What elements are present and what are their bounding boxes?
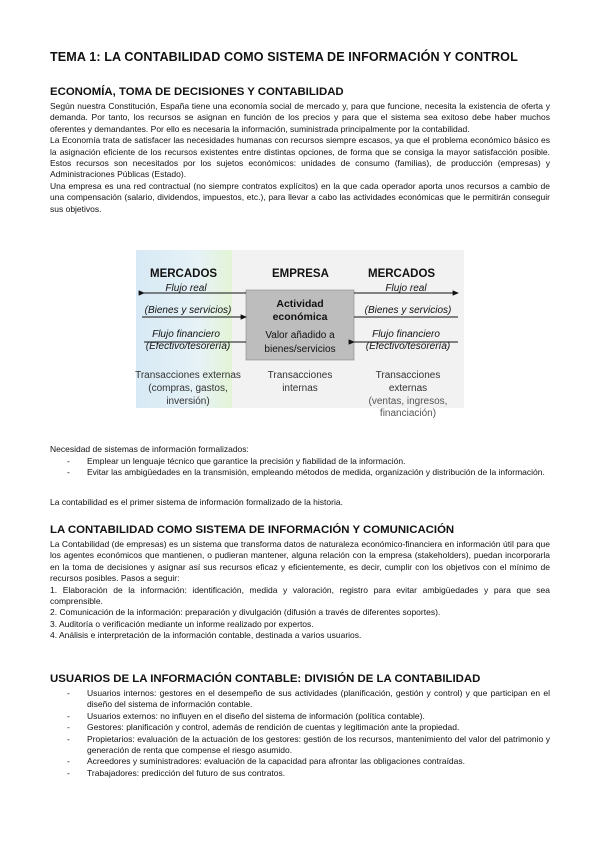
right-flow-real-sub: (Bienes y servicios) <box>364 305 452 316</box>
left-flow-fin-sub: (Efectivo/tesorería) <box>145 341 231 352</box>
list-item: - Trabajadores: predicción del futuro de sus contratos. <box>50 768 550 779</box>
company-flow-diagram <box>135 250 464 419</box>
activity-line4: bienes/servicios <box>264 344 336 355</box>
left-bottom-2: (compras, gastos, <box>148 383 228 394</box>
left-flow-real-sub: (Bienes y servicios) <box>144 305 232 316</box>
center-bottom-1: Transacciones <box>267 370 333 381</box>
list-item: - Evitar las ambigüedades en la transmisión, empleando métodos de medida, organización y distribución de la información. <box>50 467 550 478</box>
paragraph: Una empresa es una red contractual (no siempre contratos explícitos) en la que cada operador aporta unos recursos a cambio de una compensación (salario, dividendos, impuestos, etc.), para llevar a cabo las actividades económicas que le permitirán conseguir sus objetivos. <box>50 180 550 214</box>
paragraph: La Economía trata de satisfacer las necesidades humanas con recursos siempre escasos, ya que el problema económico básico es la asignación eficiente de los recursos existentes entre distintas opciones, de forma que se consiga la mayor satisfacción posible. Estos recursos son necesitados por los sujetos económicos: unidades de consumo (familias), de producción (empresas) y Administraciones Públicas (Estado). <box>50 135 550 180</box>
users-list <box>50 688 550 779</box>
activity-line1: Actividad <box>276 298 324 310</box>
activity-line2: económica <box>272 311 328 323</box>
list-item: 2. Comunicación de la información: preparación y divulgación (difusión a través de diferentes soportes). <box>50 607 441 618</box>
list-item: 3. Auditoría o verificación mediante un informe realizado por expertos. <box>50 618 314 629</box>
right-flow-fin-sub: (Efectivo/tesorería) <box>365 341 451 352</box>
section-comunicacion-body <box>50 539 550 642</box>
list-item: - Acreedores y suministradores: evaluación de la capacidad para afrontar las obligaciones contraídas. <box>50 756 550 767</box>
right-bottom-2: externas <box>388 383 428 394</box>
right-bottom-4: financiación) <box>379 408 437 419</box>
center-header: EMPRESA <box>272 268 329 280</box>
formal-systems-closing: La contabilidad es el primer sistema de información formalizado de la historia. <box>50 497 343 507</box>
right-flow-fin: Flujo financiero <box>372 329 440 340</box>
section-economia-body <box>50 101 550 215</box>
left-flow-real: Flujo real <box>165 283 207 294</box>
paragraph: Según nuestra Constitución, España tiene una economía social de mercado y, para que funcione, necesita la existencia de oferta y demanda. Por tanto, los recursos se asignan en función de los precios y para que el sistema sea exitoso debe haber muchos oferentes y demandantes. Por ello es necesaria la información, suministrada principalmente por la contabilidad. <box>50 101 550 134</box>
section-heading-usuarios: USUARIOS DE LA INFORMACIÓN CONTABLE: DIVISIÓN DE LA CONTABILIDAD <box>50 673 481 685</box>
center-bottom-2: internas <box>282 383 318 394</box>
right-flow-real: Flujo real <box>385 283 427 294</box>
list-item: - Emplear un lenguaje técnico que garantice la precisión y fiabilidad de la información. <box>50 456 550 467</box>
list-item: - Gestores: planificación y control, además de rendición de cuentas y legitimación ante la propiedad. <box>50 722 550 733</box>
list-item: - Usuarios externos: no influyen en el diseño del sistema de información (política contable). <box>50 711 550 722</box>
list-item: 4. Análisis e interpretación de la información contable, destinada a varios usuarios. <box>50 630 362 641</box>
right-bottom-1: Transacciones <box>375 370 441 381</box>
section-heading-comunicacion: LA CONTABILIDAD COMO SISTEMA DE INFORMACIÓN Y COMUNICACIÓN <box>50 524 455 536</box>
activity-line3: Valor añadido a <box>265 330 335 341</box>
list-item: - Propietarios: evaluación de la actuación de los gestores: gestión de los recursos, mantenimiento del valor del patrimonio y generación de renta que compense el riesgo asumido. <box>50 734 550 757</box>
paragraph: La Contabilidad (de empresas) es un sistema que transforma datos de naturaleza económico-financiera en información útil para que los agentes económicos que mantienen, o pudieran mantener, alguna relación con la empresa (stakeholders), puedan incorporarla en la toma de decisiones y asignar así sus recursos eficaz y eficientemente, es decir, cumplir con los objetivos con el mínimo de recursos posibles. Pasos a seguir: <box>50 539 550 584</box>
right-header: MERCADOS <box>368 268 436 280</box>
left-flow-fin: Flujo financiero <box>152 329 220 340</box>
list-item: - Usuarios internos: gestores en el desempeño de sus actividades (planificación, gestión y control) y que participan en el diseño del sistema de información contable. <box>50 688 550 711</box>
section-heading-economia: ECONOMÍA, TOMA DE DECISIONES Y CONTABILIDAD <box>50 86 344 98</box>
formal-systems-intro: Necesidad de sistemas de información formalizados: <box>50 444 249 454</box>
left-bottom-3: inversión) <box>166 396 210 407</box>
right-bottom-3: (ventas, ingresos, <box>368 396 448 407</box>
formal-systems-list <box>50 456 550 479</box>
list-item: 1. Elaboración de la información: identificación, medida y valoración, registro para evitar ambigüedades y para que sea comprensible. <box>50 584 550 607</box>
document-title: TEMA 1: LA CONTABILIDAD COMO SISTEMA DE INFORMACIÓN Y CONTROL <box>50 50 518 64</box>
left-bottom-1: Transacciones externas <box>135 370 241 381</box>
left-header: MERCADOS <box>150 268 218 280</box>
